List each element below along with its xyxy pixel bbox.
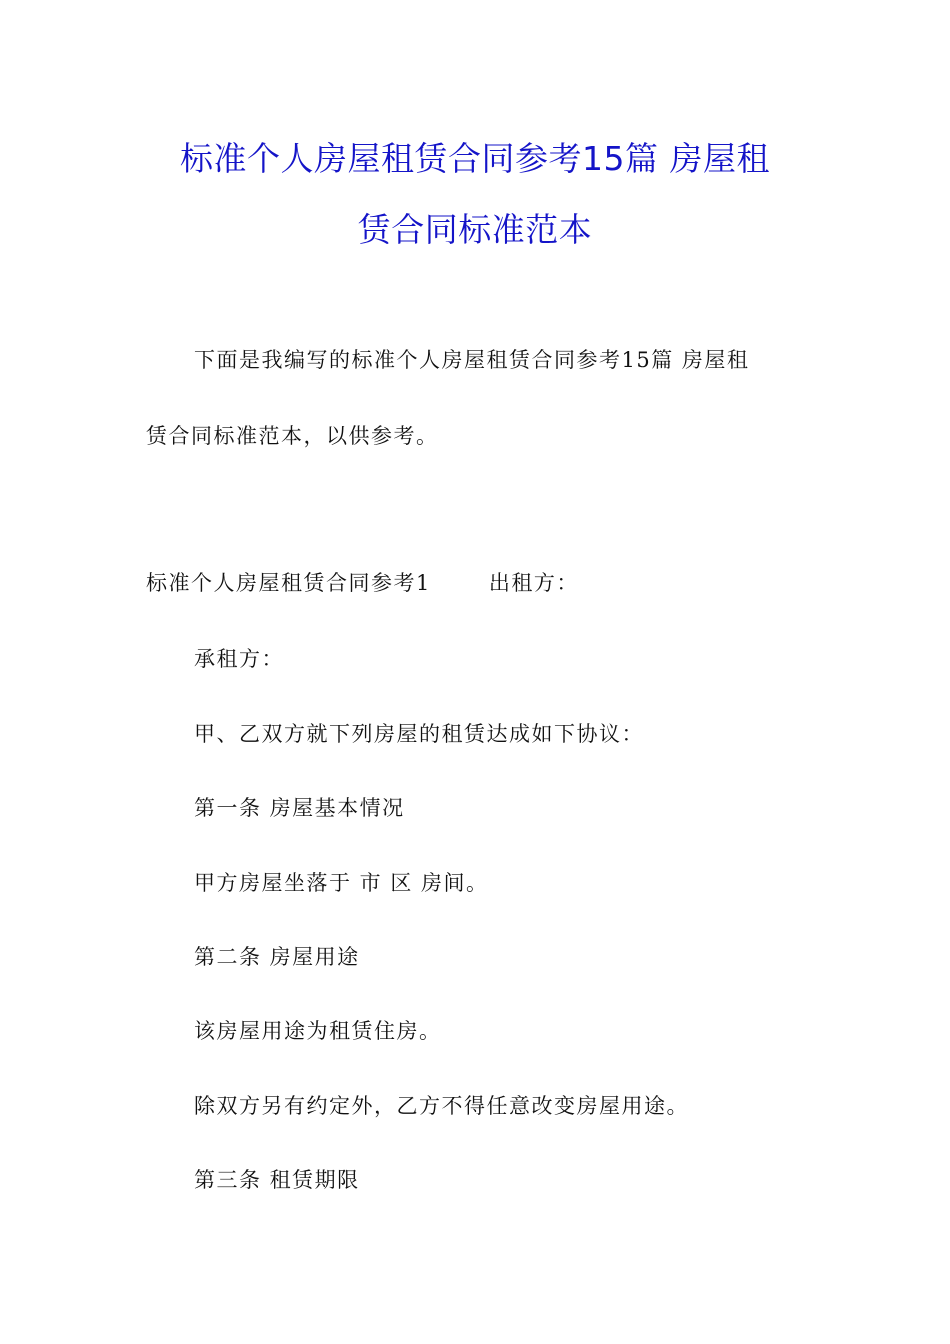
article-2-text-2: 除双方另有约定外，乙方不得任意改变房屋用途。 [194,1094,689,1118]
intro-line-2: 赁合同标准范本，以供参考。 [146,424,439,448]
intro-line-1: 下面是我编写的标准个人房屋租赁合同参考15篇 房屋租 [194,348,750,372]
document-title-line-2: 赁合同标准范本 [357,210,593,249]
article-1-text: 甲方房屋坐落于 市 区 房间。 [194,871,489,895]
lessee-label: 承租方： [194,647,284,671]
article-1-title: 第一条 房屋基本情况 [194,796,405,820]
article-2-text-1: 该房屋用途为租赁住房。 [194,1019,442,1043]
section-heading-row [146,568,579,598]
lessor-label: 出租方： [488,571,579,595]
document-title-line-1: 标准个人房屋租赁合同参考15篇 房屋租 [180,139,770,178]
agreement-text: 甲、乙双方就下列房屋的租赁达成如下协议： [194,722,644,746]
article-2-title: 第二条 房屋用途 [194,945,360,969]
article-3-title: 第三条 租赁期限 [194,1168,360,1192]
section-heading: 标准个人房屋租赁合同参考1 [146,571,431,595]
